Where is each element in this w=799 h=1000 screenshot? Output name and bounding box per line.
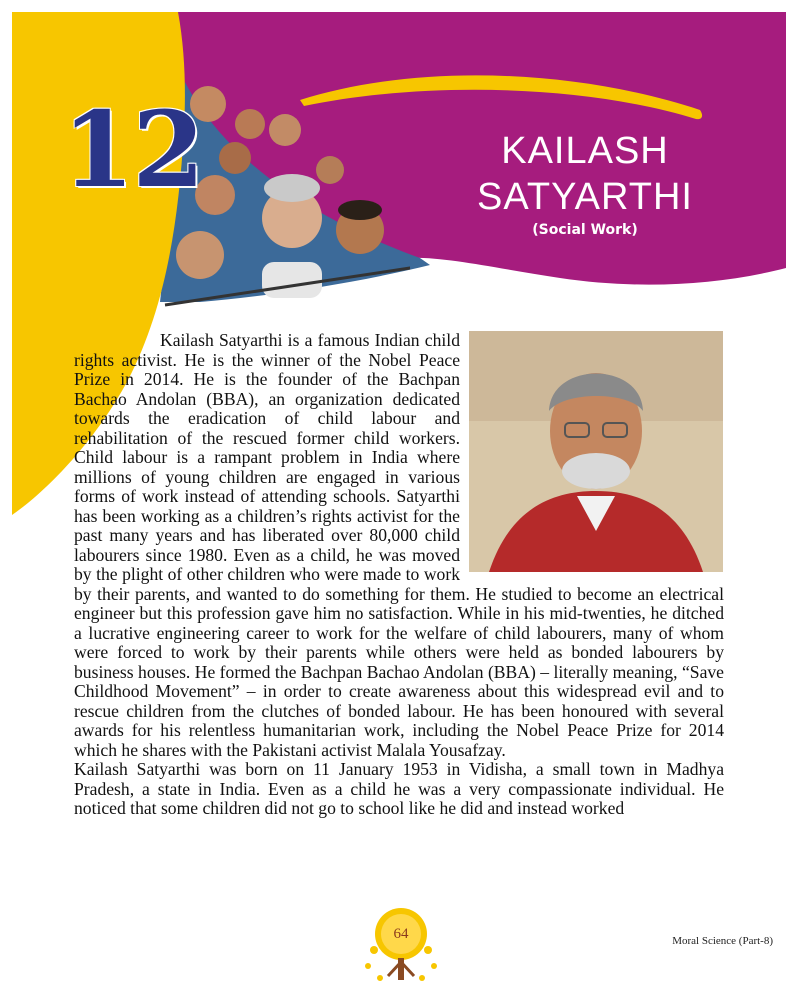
page-number: 64: [393, 925, 409, 942]
chapter-title-line2: SATYARTHI: [477, 176, 693, 218]
body-paragraph-1: Kailash Satyarthi is a famous Indian child rights activist. He is the winner of the Nobel Peace Prize in 2014. He is the founder of the Bachpan Bachao Andolan (BBA), an organization dedicated towards the eradication of child labour and rehabilitation of the rescued former child workers. Child labour is a rampant problem in India where millions of young children are engaged in various forms of work instead of attending schools. Satyarthi has been working as a children’s rights activist for the past many years and has liberated over 80,000 child labourers since 1980. Even as a child, he was moved by the plight of other children who were made to work by their parents, and wanted to do something for them. He studied to become an electrical engineer but this profession gave him no satisfaction. While in his mid-twenties, he ditched a lucrative engineering career to work for the welfare of child labourers, many of whom were forced to work by their parents while others were held as bonded labourers by business houses. He formed the Bachpan Bachao Andolan (BBA) – literally meaning, “Save Childhood Movement” – in order to create awareness about this widespread evil and to rescue children from the clutches of bonded labour. He has been honoured with several awards for his relentless humanitarian work, including the Nobel Peace Prize for 2014 which he shares with the Pakistani activist Malala Yousafzay.: [74, 330, 724, 760]
body-text: [74, 331, 724, 819]
body-paragraph-2: Kailash Satyarthi was born on 11 January 1953 in Vidisha, a small town in Madhya Pradesh, a state in India. Even as a child he was a very compassionate individual. He noticed that some children did not go to school like he did and instead worked: [74, 759, 724, 818]
chapter-subtitle: (Social Work): [532, 222, 638, 238]
chapter-title-block: [470, 128, 700, 238]
book-title-footer: Moral Science (Part-8): [672, 935, 773, 947]
chapter-number: 12: [62, 88, 203, 211]
chapter-title-line1: KAILASH: [501, 130, 669, 172]
